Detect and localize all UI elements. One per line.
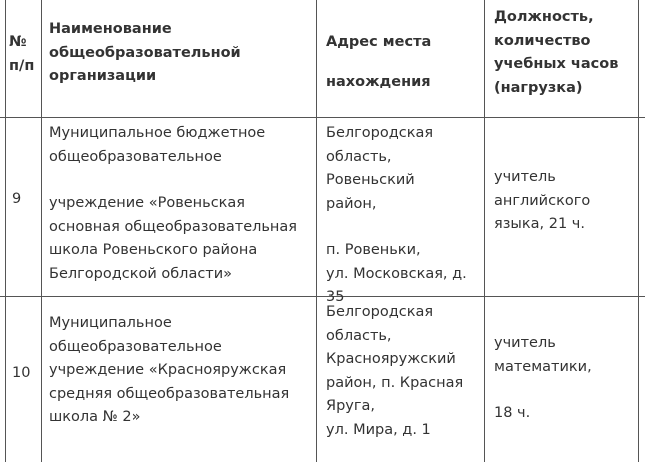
row-divider-header bbox=[0, 117, 645, 118]
row-9-position: учитель английского языка, 21 ч. bbox=[494, 169, 591, 232]
column-divider-2 bbox=[316, 0, 317, 462]
table-border-right bbox=[638, 0, 639, 462]
header-address: Адрес места нахождения bbox=[326, 34, 432, 90]
row-9-address: Белгородская область, Ровеньский район, п. Ровеньки, ул. Московская, д. 35 bbox=[326, 125, 467, 305]
header-position: Должность, количество учебных часов (нагрузка) bbox=[494, 9, 619, 96]
header-number: № п/п bbox=[9, 34, 35, 74]
column-divider-1 bbox=[41, 0, 42, 462]
row-10-organization-name: Муниципальное общеобразовательное учреждение «Краснояружская средняя общеобразовательная школа № 2» bbox=[49, 315, 290, 425]
row-10-address: Белгородская область, Краснояружский район, п. Красная Яруга, ул. Мира, д. 1 bbox=[326, 304, 464, 438]
row-10-position: учитель математики, 18 ч. bbox=[494, 335, 592, 421]
row-10-number: 10 bbox=[12, 365, 31, 381]
row-9-organization-name: Муниципальное бюджетное общеобразовательное учреждение «Ровеньская основная общеобразовательная школа Ровеньского района Белгородской области» bbox=[49, 125, 298, 282]
row-9-number: 9 bbox=[12, 191, 22, 207]
header-organization-name: Наименование общеобразовательной организации bbox=[49, 21, 241, 84]
column-divider-3 bbox=[484, 0, 485, 462]
row-divider-1 bbox=[0, 296, 645, 297]
table-border-left bbox=[5, 0, 6, 462]
